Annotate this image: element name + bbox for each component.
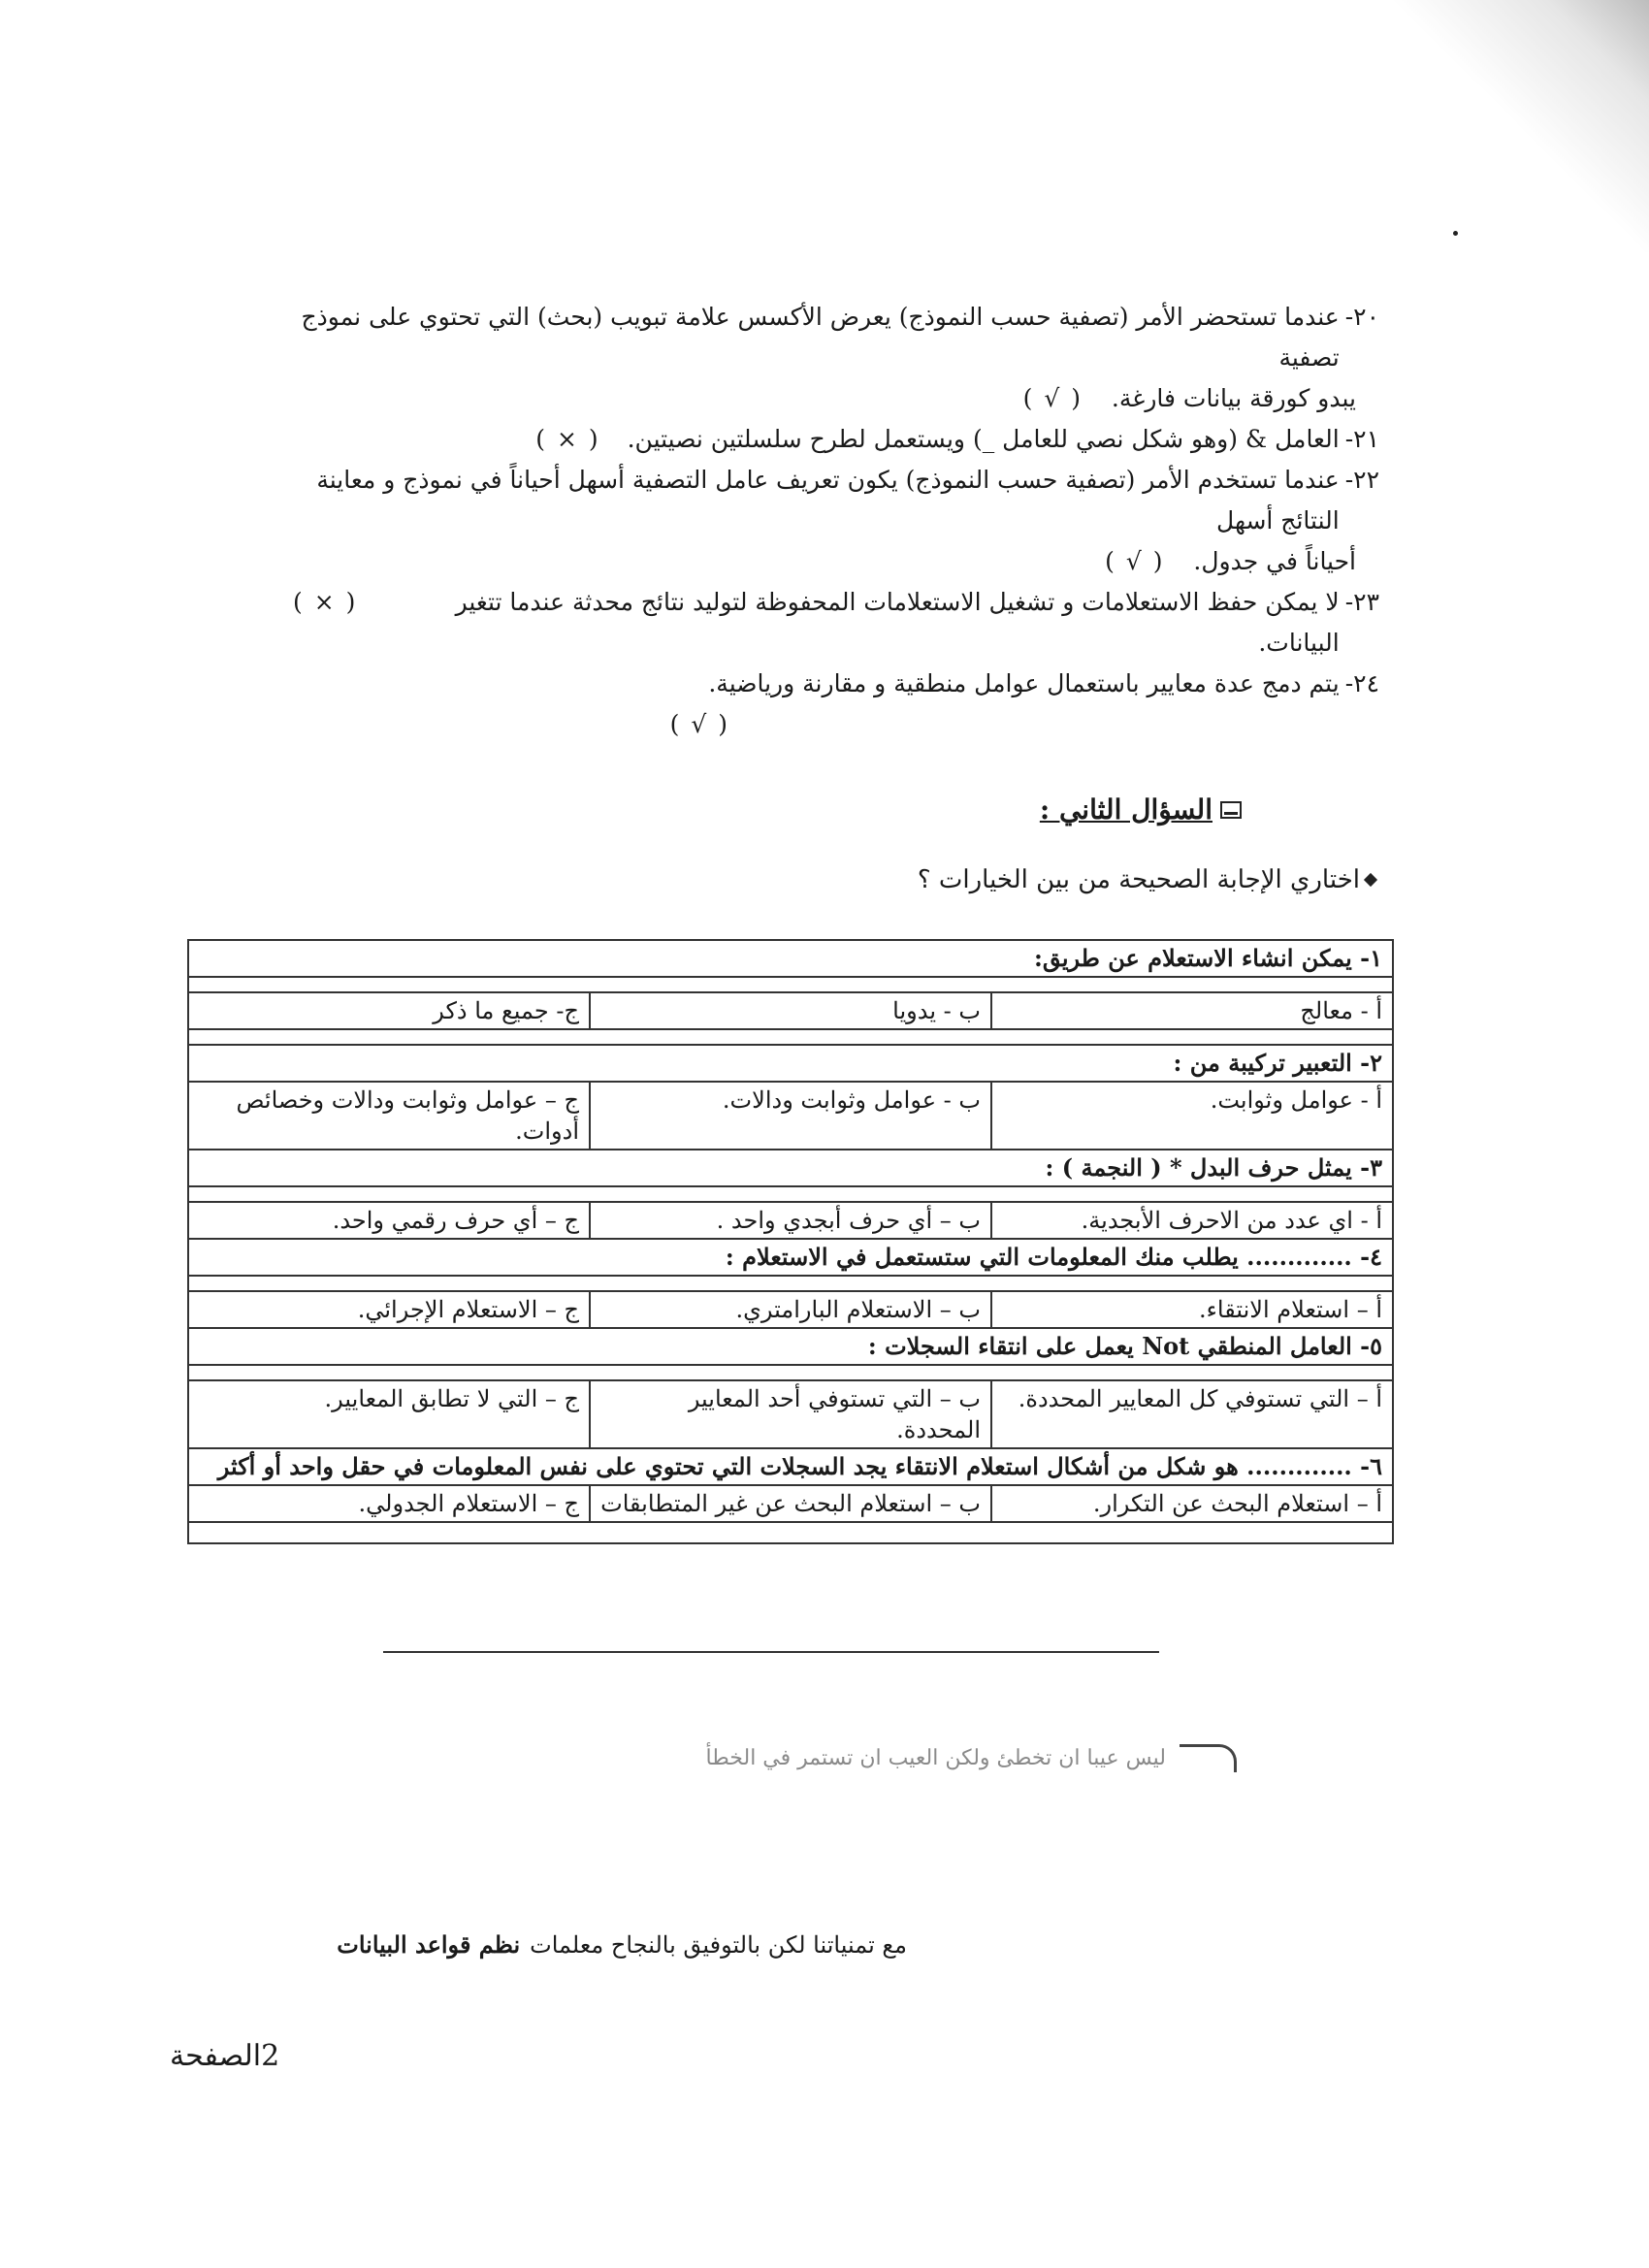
option-c: ج – الاستعلام الجدولي. bbox=[188, 1485, 590, 1522]
item-number: ٢٠- bbox=[1344, 303, 1379, 331]
item-continuation: يبدو كورقة بيانات فارغة. ( √ ) bbox=[293, 378, 1379, 419]
option-b: ب – أي حرف أبجدي واحد . bbox=[590, 1202, 991, 1239]
swirl-ornament-icon bbox=[1180, 1744, 1237, 1772]
scan-corner-shadow bbox=[1329, 0, 1649, 252]
option-b: ب – التي تستوفي أحد المعايير المحددة. bbox=[590, 1380, 991, 1448]
item-number: ٢٤- bbox=[1344, 669, 1379, 697]
answer-mark: ( √ ) bbox=[669, 710, 729, 738]
option-b: ب – استعلام البحث عن غير المتطابقات bbox=[590, 1485, 991, 1522]
question-text: ١- يمكن انشاء الاستعلام عن طريق: bbox=[188, 940, 1393, 977]
question-text: ٤- ............. يطلب منك المعلومات التي ستستعمل في الاستعلام : bbox=[188, 1239, 1393, 1276]
option-c: ج – الاستعلام الإجرائي. bbox=[188, 1291, 590, 1328]
option-b: ب - يدويا bbox=[590, 992, 991, 1029]
option-a: أ - عوامل وثوابت. bbox=[991, 1082, 1393, 1150]
answer-mark: ( × ) bbox=[535, 425, 600, 453]
question-row bbox=[188, 1045, 1393, 1082]
question-row bbox=[188, 1448, 1393, 1485]
item-number: ٢٢- bbox=[1344, 466, 1379, 494]
section-instruction: اختاري الإجابة الصحيحة من بين الخيارات ؟ bbox=[918, 865, 1375, 894]
options-row bbox=[188, 1082, 1393, 1150]
option-c: ج – التي لا تطابق المعايير. bbox=[188, 1380, 590, 1448]
mcq-table bbox=[187, 939, 1394, 1544]
item-text: عندما تستخدم الأمر (تصفية حسب النموذج) يكون تعريف عامل التصفية أسهل أحياناً في نموذج و معاينة النتائج أسهل bbox=[316, 466, 1340, 535]
item-text: العامل & (وهو شكل نصي للعامل _) ويستعمل لطرح سلسلتين نصيتين. bbox=[627, 425, 1340, 453]
options-row bbox=[188, 1380, 1393, 1448]
option-a: أ – استعلام البحث عن التكرار. bbox=[991, 1485, 1393, 1522]
tf-item-22 bbox=[293, 460, 1379, 541]
diamond-bullet-icon bbox=[1364, 873, 1377, 887]
tf-item-24 bbox=[293, 664, 1379, 704]
option-b: ب - عوامل وثوابت ودالات. bbox=[590, 1082, 991, 1150]
answer-mark: ( √ ) bbox=[1105, 547, 1165, 575]
answer-mark: ( × ) bbox=[293, 588, 358, 616]
true-false-section bbox=[293, 297, 1379, 745]
item-number: ٢٣- bbox=[1344, 588, 1379, 616]
question-text: ٣- يمثل حرف البدل * ( النجمة ) : bbox=[188, 1150, 1393, 1186]
item-text: لا يمكن حفظ الاستعلامات و تشغيل الاستعلامات المحفوظة لتوليد نتائج محدثة عندما تتغير البيانات. bbox=[455, 588, 1340, 657]
motto: ليس عيبا ان تخطئ ولكن العيب ان تستمر في الخطأ bbox=[706, 1744, 1237, 1772]
divider-line bbox=[383, 1651, 1159, 1653]
tf-item-23 bbox=[293, 582, 1379, 664]
options-row bbox=[188, 992, 1393, 1029]
answer-mark: ( √ ) bbox=[1022, 384, 1083, 412]
ink-dot bbox=[1453, 231, 1458, 236]
item-text: عندما تستحضر الأمر (تصفية حسب النموذج) يعرض الأكسس علامة تبويب (بحث) التي تحتوي على نموذج تصفية bbox=[301, 303, 1340, 372]
options-row bbox=[188, 1291, 1393, 1328]
item-text: يتم دمج عدة معايير باستعمال عوامل منطقية و مقارنة ورياضية. bbox=[708, 669, 1340, 697]
question-row bbox=[188, 1328, 1393, 1365]
tf-item-21 bbox=[293, 419, 1379, 460]
question-text: ٦- ............. هو شكل من أشكال استعلام الانتقاء يجد السجلات التي تحتوي على نفس المعلومات في حقل واحد أو أكثر bbox=[188, 1448, 1393, 1485]
question-row bbox=[188, 1150, 1393, 1186]
option-c: ج- جميع ما ذكر bbox=[188, 992, 590, 1029]
option-a: أ - اي عدد من الاحرف الأبجدية. bbox=[991, 1202, 1393, 1239]
question-row bbox=[188, 940, 1393, 977]
keyboard-icon bbox=[1220, 801, 1242, 819]
option-a: أ – استعلام الانتقاء. bbox=[991, 1291, 1393, 1328]
question-text: ٥- العامل المنطقي Not يعمل على انتقاء السجلات : bbox=[188, 1328, 1393, 1365]
options-row bbox=[188, 1202, 1393, 1239]
section-title: السؤال الثاني : bbox=[1040, 794, 1242, 826]
option-a: أ - معالج bbox=[991, 992, 1393, 1029]
question-text: ٢- التعبير تركيبة من : bbox=[188, 1045, 1393, 1082]
option-b: ب – الاستعلام البارامتري. bbox=[590, 1291, 991, 1328]
option-a: أ – التي تستوفي كل المعايير المحددة. bbox=[991, 1380, 1393, 1448]
item-number: ٢١- bbox=[1344, 425, 1379, 453]
options-row bbox=[188, 1485, 1393, 1522]
signature: نظم قواعد البيانات bbox=[337, 1930, 521, 1959]
item-continuation: أحياناً في جدول. ( √ ) bbox=[293, 541, 1379, 582]
tf-item-20 bbox=[293, 297, 1379, 378]
question-row bbox=[188, 1239, 1393, 1276]
closing-note: مع تمنياتنا لكن بالتوفيق بالنجاح معلمات نظم قواعد البيانات bbox=[337, 1930, 907, 1959]
option-c: ج – عوامل وثوابت ودالات وخصائص أدوات. bbox=[188, 1082, 590, 1150]
page-number: 2الصفحة bbox=[170, 2039, 280, 2073]
option-c: ج – أي حرف رقمي واحد. bbox=[188, 1202, 590, 1239]
